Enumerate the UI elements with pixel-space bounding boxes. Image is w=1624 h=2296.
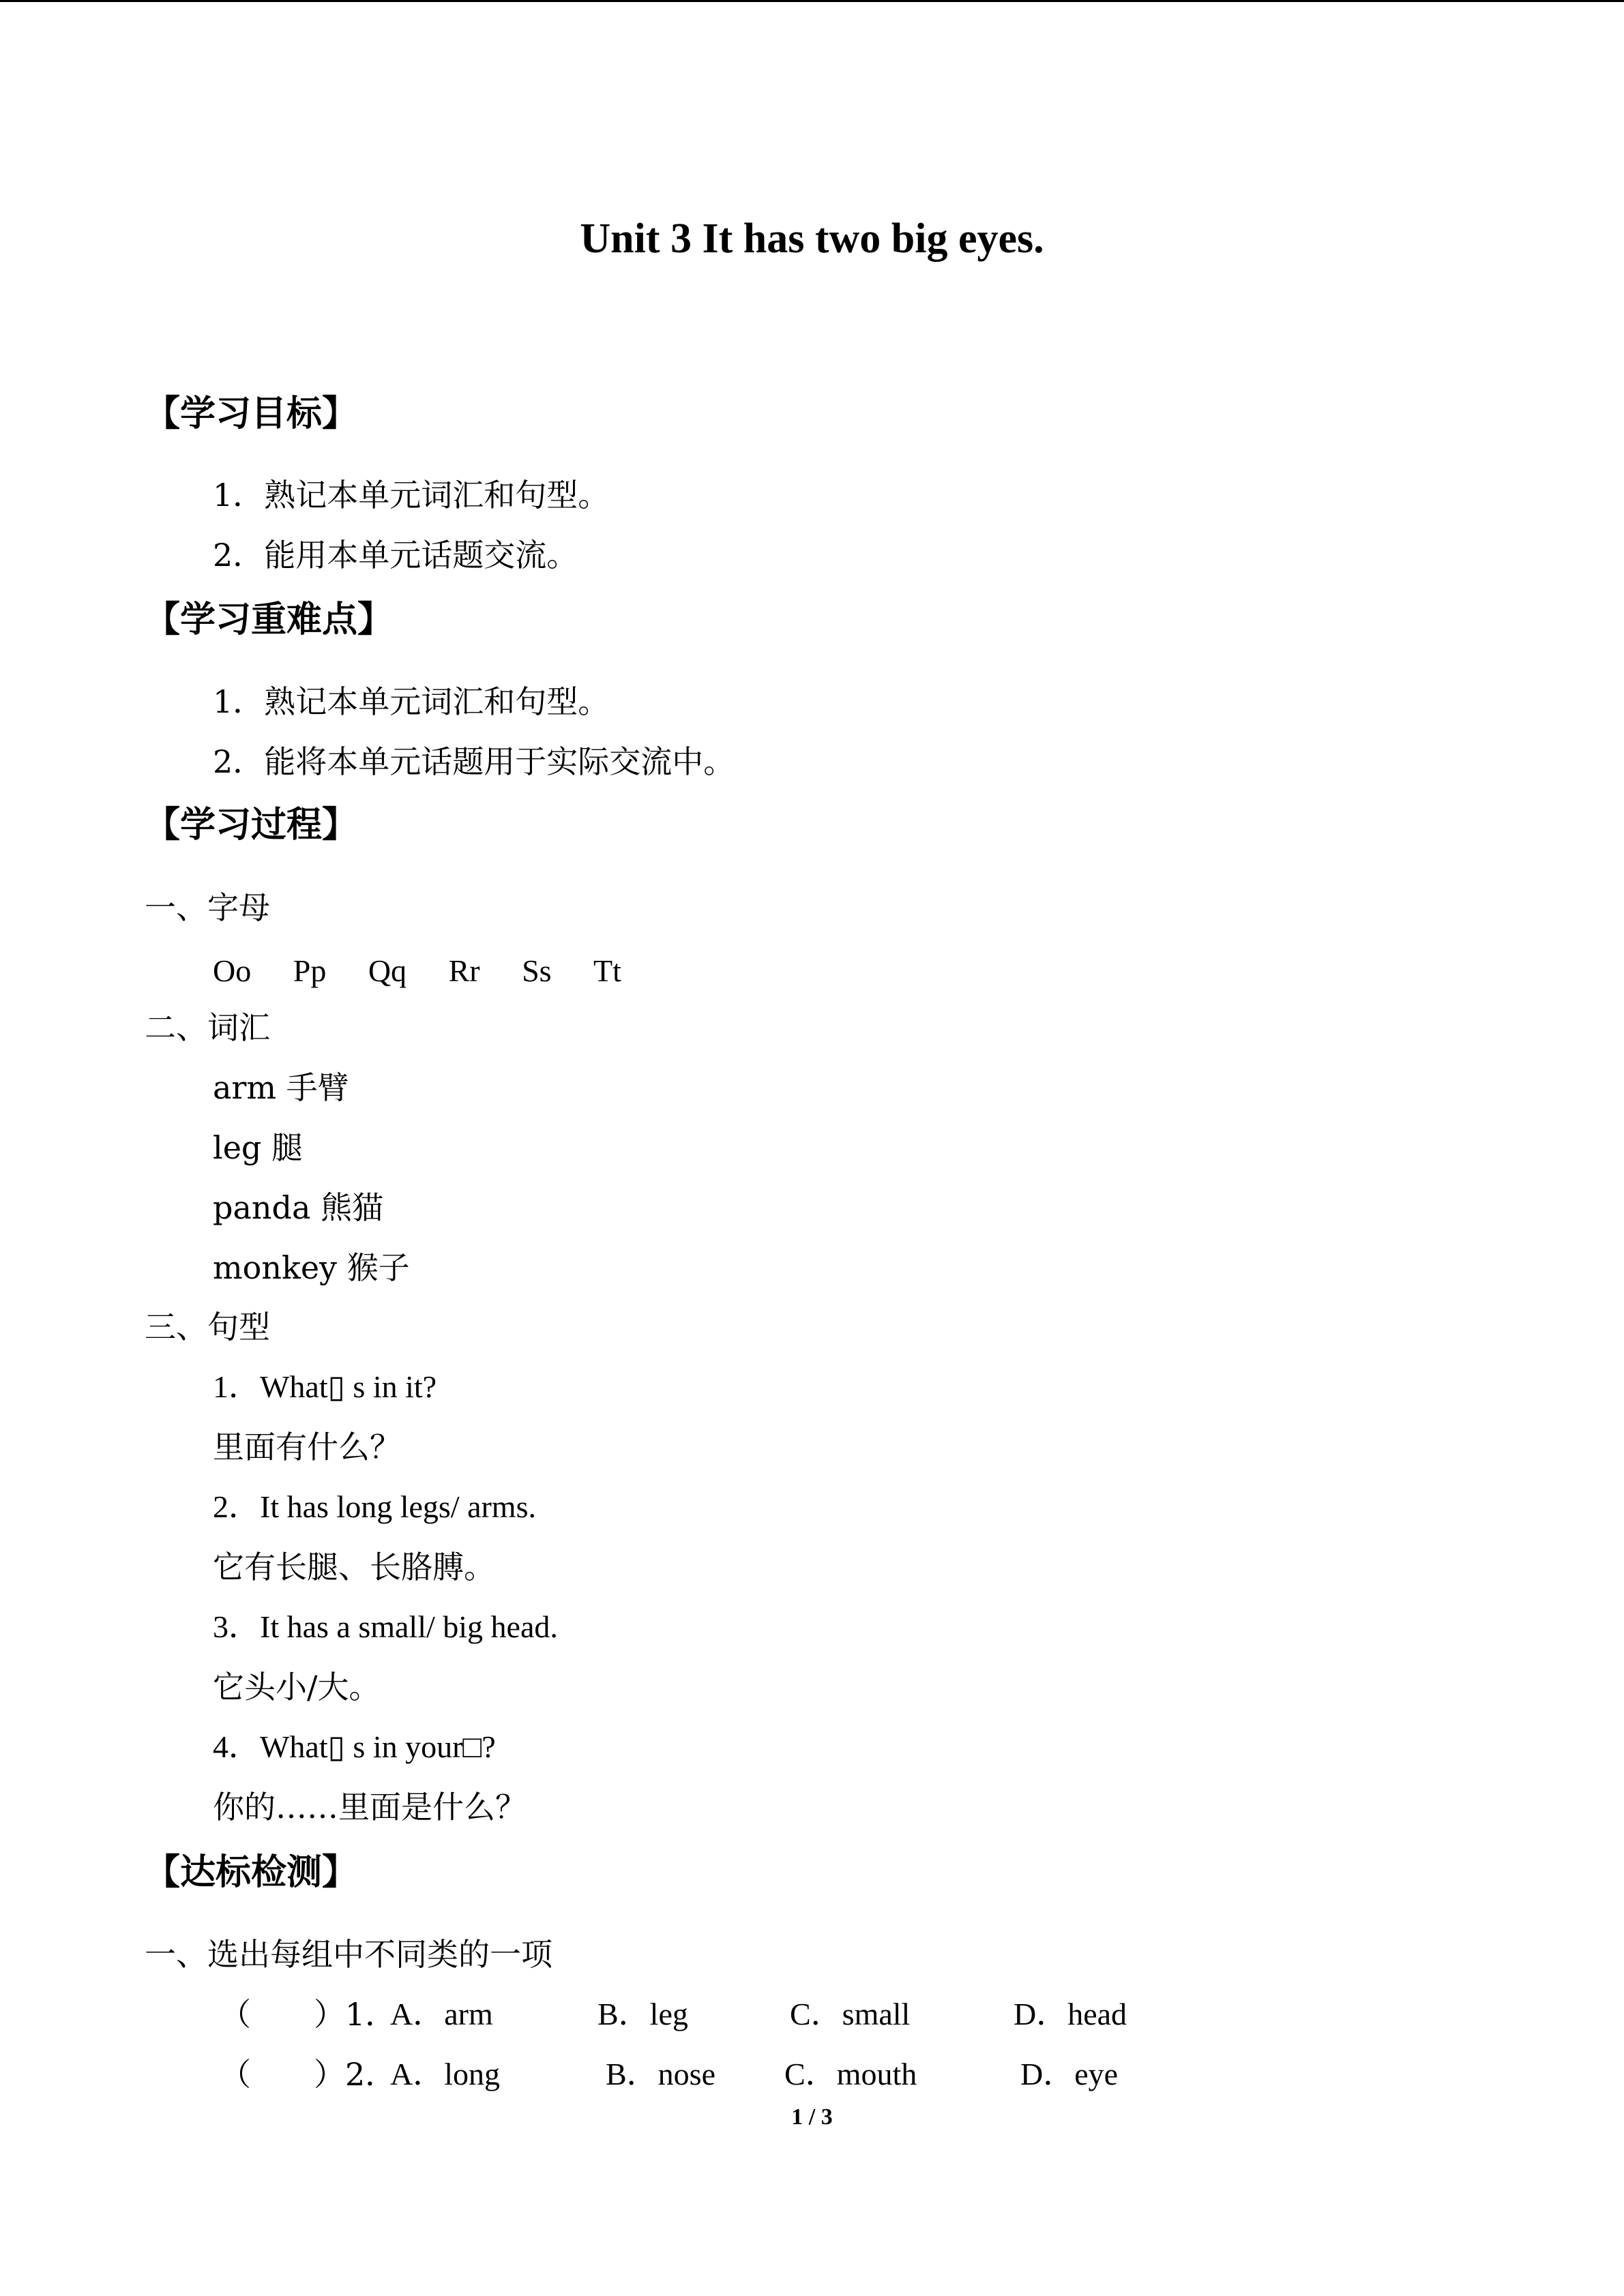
option-a: A．long [390,2057,500,2091]
question-prefix: （ ）1． [220,1996,397,2033]
vocab-label: 二、词汇 [145,1009,270,1046]
sentence-zh: 它有长腿、长胳膊。 [213,1549,495,1585]
page-title: Unit 3 It has two big eyes. [580,215,1044,262]
letters-row [213,949,621,993]
key-point-item: 2．能将本单元话题用于实际交流中。 [213,743,735,780]
page-number: 1 / 3 [791,2104,833,2130]
section-heading-test: 【达标检测】 [145,1851,358,1893]
letter-pair: Qq [368,953,407,988]
sentence-en: 2．It has long legs/ arms. [213,1489,536,1524]
option-a: A．arm [390,1997,493,2031]
sentences-label: 三、句型 [145,1309,270,1345]
vocab-item: arm 手臂 [213,1069,349,1106]
sentence-zh: 里面有什么？ [213,1429,401,1465]
option-b: B．leg [597,1997,688,2031]
option-d: D．head [1014,1997,1127,2031]
sentence-zh: 你的……里面是什么？ [213,1789,527,1825]
sentence-en: 3．It has a small/ big head. [213,1609,558,1644]
section-heading-goals: 【学习目标】 [145,393,358,434]
vocab-item: leg 腿 [213,1129,304,1166]
section-heading-process: 【学习过程】 [145,804,358,846]
option-b: B．nose [606,2057,715,2091]
vocab-item: panda 熊猫 [213,1189,383,1226]
question-prefix: （ ）2． [220,2056,397,2093]
letter-pair: Rr [448,953,480,988]
option-d: D．eye [1020,2057,1119,2091]
letter-pair: Pp [293,953,327,988]
top-border-line [0,0,1624,2]
option-c: C．small [790,1997,911,2031]
test-section-label: 一、选出每组中不同类的一项 [145,1936,552,1973]
goal-item: 1．熟记本单元词汇和句型。 [213,477,610,513]
goal-item: 2．能用本单元话题交流。 [213,537,578,573]
vocab-item: monkey 猴子 [213,1249,410,1286]
sentence-en: 1．What▯ s in it? [213,1369,437,1404]
option-c: C．mouth [784,2057,917,2091]
letter-pair: Ss [522,953,552,988]
letter-pair: Tt [593,953,621,988]
sentence-en: 4．What▯ s in your□? [213,1729,496,1764]
letters-label: 一、字母 [145,889,270,926]
sentence-zh: 它头小/大。 [213,1669,381,1705]
section-heading-key-points: 【学习重难点】 [145,599,394,640]
letter-pair: Oo [213,953,252,988]
key-point-item: 1．熟记本单元词汇和句型。 [213,683,610,720]
